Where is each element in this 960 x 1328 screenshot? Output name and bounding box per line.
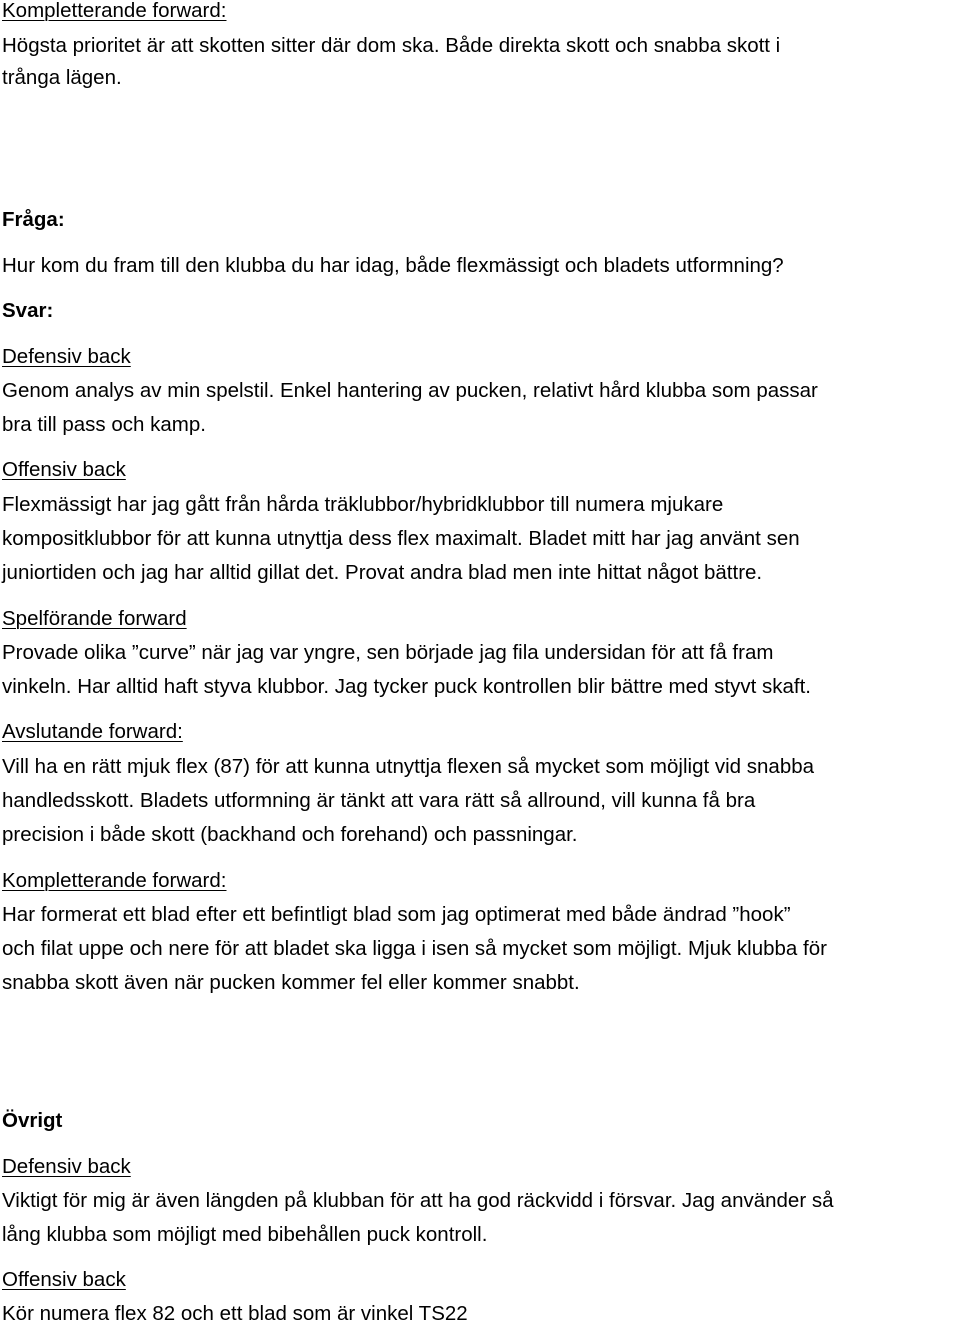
body-text: precision i både skott (backhand och forehand) och passningar. bbox=[2, 823, 578, 846]
section-label: Offensiv back bbox=[2, 458, 126, 481]
body-text: lång klubba som möjligt med bibehållen puck kontroll. bbox=[2, 1223, 488, 1246]
section-label: Kompletterande forward: bbox=[2, 0, 227, 22]
body-text: Genom analys av min spelstil. Enkel hantering av pucken, relativt hård klubba som passar bbox=[2, 379, 818, 402]
body-text: Flexmässigt har jag gått från hårda träklubbor/hybridklubbor till numera mjukare bbox=[2, 493, 724, 516]
body-text: och filat uppe och nere för att bladet ska ligga i isen så mycket som möjligt. Mjuk klubba för bbox=[2, 937, 827, 960]
section-heading: Övrigt bbox=[2, 1109, 63, 1132]
body-text: Har formerat ett blad efter ett befintligt blad som jag optimerat med både ändrad ”hook” bbox=[2, 903, 791, 926]
section-label: Offensiv back bbox=[2, 1268, 126, 1291]
section-label: Avslutande forward: bbox=[2, 720, 183, 743]
body-text: handledsskott. Bladets utformning är tänkt att vara rätt så allround, vill kunna få bra bbox=[2, 789, 756, 812]
body-text: bra till pass och kamp. bbox=[2, 413, 206, 436]
section-label: Kompletterande forward: bbox=[2, 869, 227, 892]
section-label: Spelförande forward bbox=[2, 607, 187, 630]
body-text: juniortiden och jag har alltid gillat det. Provat andra blad men inte hittat något bättre. bbox=[2, 561, 763, 584]
body-text: Vill ha en rätt mjuk flex (87) för att kunna utnyttja flexen så mycket som möjligt vid snabba bbox=[2, 755, 815, 778]
body-text: Hur kom du fram till den klubba du har idag, både flexmässigt och bladets utformning? bbox=[2, 254, 784, 277]
body-text: trånga lägen. bbox=[2, 66, 122, 89]
section-label: Defensiv back bbox=[2, 1155, 131, 1178]
body-text: Viktigt för mig är även längden på klubban för att ha god räckvidd i försvar. Jag använder så bbox=[2, 1189, 834, 1212]
body-text: Högsta prioritet är att skotten sitter där dom ska. Både direkta skott och snabba skott i bbox=[2, 34, 781, 57]
body-text: Provade olika ”curve” när jag var yngre, sen började jag fila undersidan för att få fram bbox=[2, 641, 774, 664]
body-text: snabba skott även när pucken kommer fel eller kommer snabbt. bbox=[2, 971, 580, 994]
body-text: kompositklubbor för att kunna utnyttja dess flex maximalt. Bladet mitt har jag använt sen bbox=[2, 527, 800, 550]
body-text: Kör numera flex 82 och ett blad som är vinkel TS22 bbox=[2, 1302, 468, 1325]
section-label: Defensiv back bbox=[2, 345, 131, 368]
question-heading: Fråga: bbox=[2, 208, 65, 231]
answer-heading: Svar: bbox=[2, 299, 54, 322]
body-text: vinkeln. Har alltid haft styva klubbor. Jag tycker puck kontrollen blir bättre med styvt skaft. bbox=[2, 675, 811, 698]
